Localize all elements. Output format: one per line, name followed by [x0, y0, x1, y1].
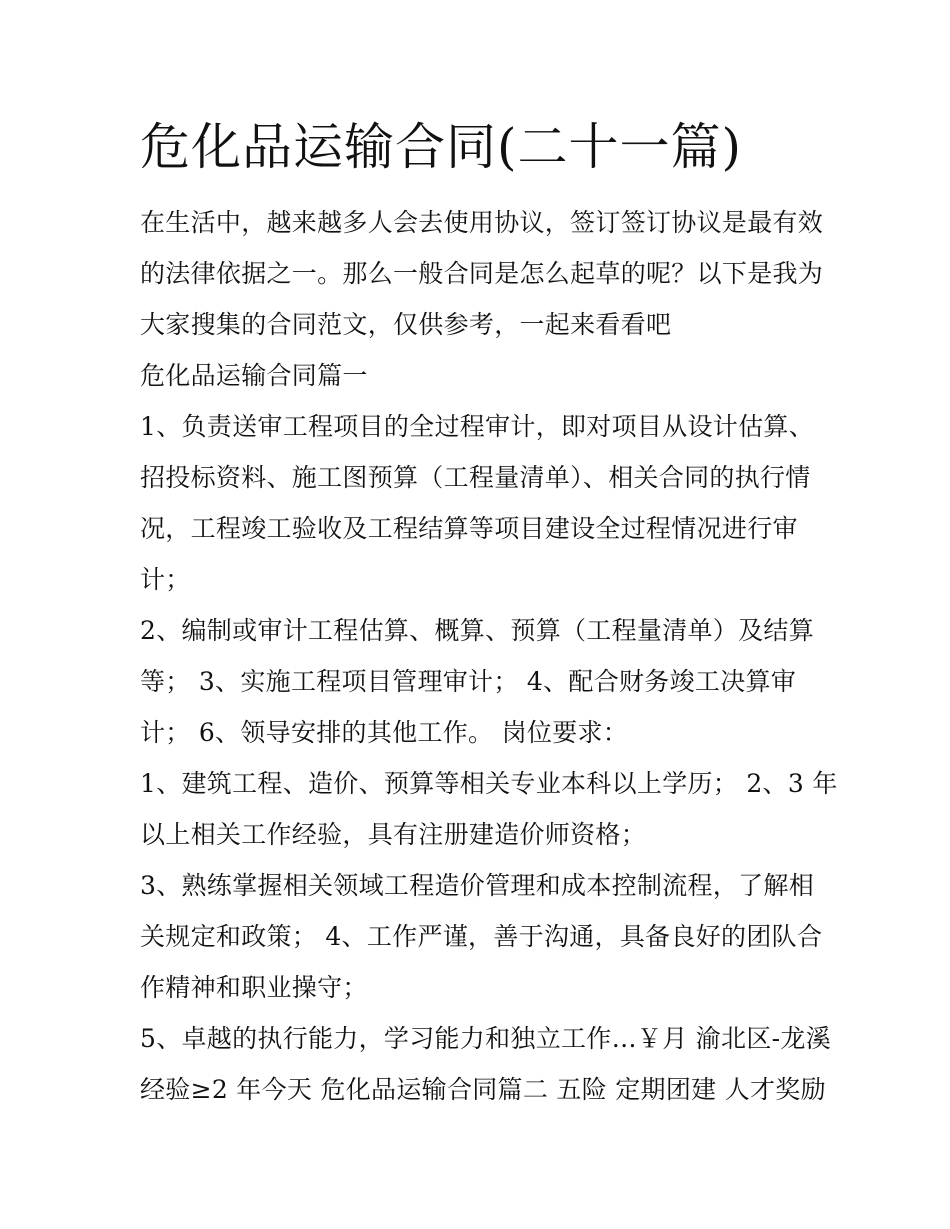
text-line: 在生活中，越来越多人会去使用协议，签订签订协议是最有效 — [140, 208, 824, 237]
text-line: 等； 3、实施工程项目管理审计； 4、配合财务竣工决算审 — [140, 667, 797, 696]
text-line: 2、编制或审计工程估算、概算、预算（工程量清单）及结算 — [140, 616, 815, 645]
text-line: 经验≥2 年今天 危化品运输合同篇二 五险 定期团建 人才奖励 — [140, 1075, 826, 1104]
text-line: 关规定和政策； 4、工作严谨，善于沟通，具备良好的团队合 — [140, 922, 823, 951]
text-line: 3、熟练掌握相关领域工程造价管理和成本控制流程，了解相 — [140, 871, 815, 900]
text-line: 况，工程竣工验收及工程结算等项目建设全过程情况进行审 — [140, 514, 798, 543]
text-line: 计； — [140, 565, 191, 594]
text-line: 作精神和职业操守； — [140, 973, 368, 1002]
text-line: 计； 6、领导安排的其他工作。 岗位要求： — [140, 718, 629, 747]
text-line: 1、建筑工程、造价、预算等相关专业本科以上学历； 2、3 年 — [140, 769, 838, 798]
text-line: 的法律依据之一。那么一般合同是怎么起草的呢？以下是我为 — [140, 259, 824, 288]
document-body — [140, 197, 838, 1115]
text-line: 1、负责送审工程项目的全过程审计，即对项目从设计估算、 — [140, 412, 815, 441]
text-line: 5、卓越的执行能力，学习能力和独立工作…￥月 渝北区-龙溪 — [140, 1024, 832, 1053]
document-title: 危化品运输合同(二十一篇) — [140, 118, 743, 176]
text-line: 以上相关工作经验，具有注册建造价师资格； — [140, 820, 647, 849]
section-heading: 危化品运输合同篇一 — [140, 361, 368, 390]
text-line: 大家搜集的合同范文，仅供参考，一起来看看吧 — [140, 310, 672, 339]
text-line: 招投标资料、施工图预算（工程量清单）、相关合同的执行情 — [140, 463, 811, 492]
